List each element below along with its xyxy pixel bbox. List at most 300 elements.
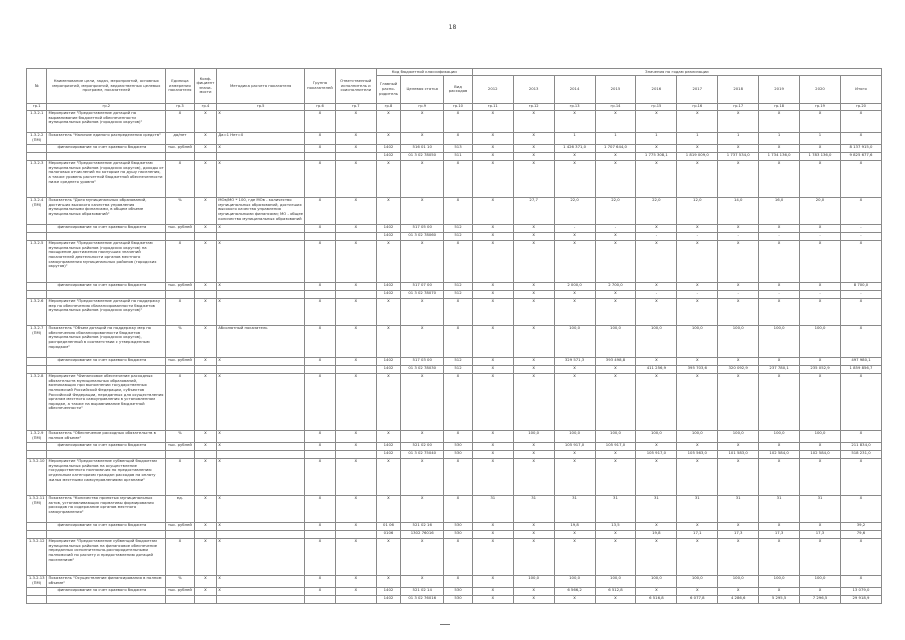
row-executor — [335, 232, 376, 240]
row-coef: X — [194, 197, 216, 224]
row-group: X — [305, 575, 336, 587]
row-name: финансирование за счет краевого бюджета — [47, 224, 166, 232]
row-cs-code: X — [401, 132, 444, 144]
column-number: гр.6 — [305, 103, 336, 110]
row-year-value: X — [677, 224, 718, 232]
row-year-value: X — [800, 144, 841, 152]
row-gr-code: 1402 — [376, 450, 401, 458]
row-gr-code: 1402 — [376, 365, 401, 373]
row-method: X — [217, 575, 305, 587]
row-year-value: 100,0 — [759, 575, 800, 587]
row-executor: X — [335, 575, 376, 587]
row-year-value: X — [554, 290, 595, 298]
row-cs-code: X — [401, 325, 444, 357]
row-vr-code: 530 — [444, 450, 473, 458]
row-total: 39,2 — [840, 522, 881, 530]
row-executor: X — [335, 458, 376, 495]
row-year-value: 102 584,0 — [800, 450, 841, 458]
row-year-value: X — [718, 522, 759, 530]
row-year-value: X — [800, 458, 841, 495]
row-coef — [194, 152, 216, 160]
row-year-value: 1 — [554, 132, 595, 144]
row-number: 1.3.2.10 — [27, 458, 47, 495]
row-executor: X — [335, 430, 376, 442]
header-group: Группа показателей — [305, 69, 336, 104]
row-name: Мероприятие "Финансовое обеспечение расходных обязательств муниципальных образований, возникающих при выполнении государственных полномочий Российской Федерации, субъектов Российской Федерации, переданных для осуществления органам местного самоуправления в установленном порядке, а также на выравнивание бюджетной обеспеченности" — [47, 373, 166, 430]
table-row — [27, 110, 882, 132]
column-number: гр.11 — [472, 103, 513, 110]
header-year: 2020 — [800, 75, 841, 103]
row-year-value: X — [759, 282, 800, 290]
row-executor — [335, 595, 376, 603]
row-method: X — [217, 522, 305, 530]
row-year-value: X — [636, 373, 677, 430]
row-unit: X — [166, 458, 195, 495]
row-year-value: X — [472, 110, 513, 132]
row-year-value: X — [677, 587, 718, 595]
column-number: гр.14 — [595, 103, 636, 110]
row-year-value: X — [554, 298, 595, 325]
row-year-value: 395 703,6 — [677, 365, 718, 373]
row-year-value: X — [677, 522, 718, 530]
row-year-value: X — [513, 132, 554, 144]
row-group — [305, 290, 336, 298]
row-gr-code: X — [376, 132, 401, 144]
row-year-value: X — [554, 458, 595, 495]
row-year-value: X — [759, 373, 800, 430]
row-name: Мероприятие "Предоставление дотаций на поддержку мер по обеспечению сбалансированности бюджетов муниципальных районов (городских округов)" — [47, 298, 166, 325]
row-executor: X — [335, 144, 376, 152]
table-row — [27, 495, 882, 522]
table-row — [27, 575, 882, 587]
row-method — [217, 232, 305, 240]
row-year-value: 100,0 — [554, 430, 595, 442]
row-name: Показатель "Количество принятых муниципальных актов, устанавливающих нормативы формирования расходов на содержание органов местного самоуправления" — [47, 495, 166, 522]
row-year-value: 31 — [800, 495, 841, 522]
row-gr-code: X — [376, 110, 401, 132]
row-method — [217, 530, 305, 538]
row-year-value: X — [513, 458, 554, 495]
row-group: X — [305, 282, 336, 290]
footer-mark — [440, 624, 450, 625]
row-executor: X — [335, 160, 376, 197]
row-unit: X — [166, 298, 195, 325]
row-year-value: - — [718, 232, 759, 240]
row-executor: X — [335, 298, 376, 325]
row-number — [27, 232, 47, 240]
row-method: X — [217, 110, 305, 132]
row-coef: X — [194, 298, 216, 325]
row-year-value: 100,0 — [595, 430, 636, 442]
row-unit: X — [166, 160, 195, 197]
row-year-value: X — [759, 144, 800, 152]
row-cs-code: X — [401, 298, 444, 325]
row-year-value: 22,0 — [595, 197, 636, 224]
row-year-value: - — [759, 290, 800, 298]
header-year: 2013 — [513, 75, 554, 103]
table-row — [27, 240, 882, 282]
row-group: X — [305, 587, 336, 595]
column-number: гр.13 — [554, 103, 595, 110]
row-year-value: X — [759, 224, 800, 232]
row-group — [305, 152, 336, 160]
row-group: X — [305, 110, 336, 132]
row-coef: X — [194, 325, 216, 357]
row-year-value: X — [636, 282, 677, 290]
row-year-value: 100,0 — [677, 325, 718, 357]
row-year-value: 17,3 — [759, 530, 800, 538]
row-vr-code: X — [444, 110, 473, 132]
row-vr-code: X — [444, 240, 473, 282]
row-coef — [194, 365, 216, 373]
row-coef: X — [194, 357, 216, 365]
row-name: Мероприятие "Предоставление дотаций бюджетам муниципальных районов (городских округов), доходы от налоговых отчислений по которым на душу населения, а также уровень расчетной бюджетной обеспеченности ниже среднего уровня" — [47, 160, 166, 197]
row-year-value: X — [718, 224, 759, 232]
row-year-value: X — [472, 530, 513, 538]
column-number: гр.10 — [444, 103, 473, 110]
row-year-value: X — [513, 144, 554, 152]
row-year-value: 100,0 — [759, 325, 800, 357]
row-unit — [166, 290, 195, 298]
row-year-value: X — [718, 110, 759, 132]
row-year-value: X — [800, 160, 841, 197]
row-vr-code: X — [444, 430, 473, 442]
row-year-value: 31 — [554, 495, 595, 522]
row-coef: X — [194, 110, 216, 132]
row-method — [217, 595, 305, 603]
row-number: 1.3.2.4 (ПМ) — [27, 197, 47, 224]
row-cs-code: 01 3 02 78050 — [401, 152, 444, 160]
row-gr-code: X — [376, 197, 401, 224]
row-year-value: X — [513, 365, 554, 373]
row-cs-code: 01 3 02 75040 — [401, 450, 444, 458]
row-unit — [166, 152, 195, 160]
row-cs-code: X — [401, 430, 444, 442]
row-year-value: 100,0 — [636, 430, 677, 442]
header-coef: Коэф-фициент значи-мости — [194, 69, 216, 104]
header-total: Итого — [840, 75, 881, 103]
row-name: финансирование за счет краевого бюджета — [47, 282, 166, 290]
row-year-value: X — [513, 224, 554, 232]
row-vr-code: 512 — [444, 290, 473, 298]
row-year-value: X — [636, 357, 677, 365]
row-year-value: X — [595, 538, 636, 575]
row-gr-code: 1402 — [376, 282, 401, 290]
row-year-value: 4 286,6 — [718, 595, 759, 603]
row-group: X — [305, 373, 336, 430]
row-year-value: X — [718, 160, 759, 197]
row-vr-code: X — [444, 132, 473, 144]
row-year-value: X — [677, 144, 718, 152]
row-gr-code: X — [376, 298, 401, 325]
header-year: 2016 — [636, 75, 677, 103]
row-year-value: 12,0 — [677, 197, 718, 224]
row-year-value: 31 — [636, 495, 677, 522]
row-year-value: 100,0 — [718, 575, 759, 587]
row-year-value: X — [513, 522, 554, 530]
row-year-value: - — [677, 232, 718, 240]
row-vr-code: 512 — [444, 224, 473, 232]
row-year-value: 100,0 — [554, 325, 595, 357]
row-vr-code: 511 — [444, 152, 473, 160]
row-year-value: X — [800, 240, 841, 282]
row-cs-code: 517 05 00 — [401, 224, 444, 232]
row-year-value: 6 516,8 — [636, 595, 677, 603]
column-number: гр.5 — [217, 103, 305, 110]
row-total: - — [840, 290, 881, 298]
row-year-value: - — [595, 224, 636, 232]
row-number: 1.3.2.5 — [27, 240, 47, 282]
row-name: Показатель "Наличие единого распределения средств" — [47, 132, 166, 144]
row-year-value: X — [472, 197, 513, 224]
header-vr: Вид расходов — [444, 75, 473, 103]
row-year-value: 19,8 — [636, 530, 677, 538]
column-number-row — [27, 103, 882, 110]
header-year: 2012 — [472, 75, 513, 103]
row-executor: X — [335, 325, 376, 357]
column-number: гр.18 — [759, 103, 800, 110]
row-gr-code: 1402 — [376, 442, 401, 450]
row-year-value: X — [513, 160, 554, 197]
row-total: 8 700,0 — [840, 282, 881, 290]
row-vr-code: 512 — [444, 357, 473, 365]
row-year-value: 320 092,9 — [718, 365, 759, 373]
row-year-value: 31 — [718, 495, 759, 522]
row-group: X — [305, 224, 336, 232]
row-number — [27, 530, 47, 538]
row-year-value: X — [472, 458, 513, 495]
row-gr-code: 1402 — [376, 290, 401, 298]
header-values-by-year: Значения по годам реализации — [472, 69, 881, 76]
row-year-value: 31 — [513, 495, 554, 522]
row-coef: X — [194, 538, 216, 575]
row-method: X — [217, 224, 305, 232]
row-year-value: X — [800, 224, 841, 232]
row-year-value: X — [472, 575, 513, 587]
row-year-value: - — [636, 232, 677, 240]
row-cs-code: X — [401, 575, 444, 587]
row-number — [27, 357, 47, 365]
column-number: гр.15 — [636, 103, 677, 110]
row-year-value: X — [472, 144, 513, 152]
row-coef — [194, 290, 216, 298]
row-year-value: X — [472, 160, 513, 197]
row-executor — [335, 530, 376, 538]
row-year-value: X — [513, 325, 554, 357]
row-year-value: 14,0 — [718, 197, 759, 224]
row-group: X — [305, 430, 336, 442]
row-executor: X — [335, 132, 376, 144]
row-name: Показатель "Осуществление финансирования в полном объеме" — [47, 575, 166, 587]
row-year-value: 100,0 — [554, 575, 595, 587]
row-cs-code: 01 3 02 78030 — [401, 365, 444, 373]
row-method: X — [217, 587, 305, 595]
row-year-value: X — [800, 538, 841, 575]
row-group — [305, 365, 336, 373]
row-total: 13 079,0 — [840, 587, 881, 595]
row-gr-code: X — [376, 373, 401, 430]
row-year-value: 20,0 — [800, 197, 841, 224]
row-group: X — [305, 325, 336, 357]
row-year-value: X — [636, 224, 677, 232]
row-year-value: X — [554, 373, 595, 430]
row-year-value: 1 — [800, 132, 841, 144]
row-cs-code: 01 3 02 78070 — [401, 290, 444, 298]
header-cs: Целевая статья — [401, 75, 444, 103]
row-unit: X — [166, 373, 195, 430]
row-year-value: X — [513, 152, 554, 160]
row-year-value: X — [636, 298, 677, 325]
header-year: 2015 — [595, 75, 636, 103]
row-executor: X — [335, 373, 376, 430]
row-method: X — [217, 538, 305, 575]
row-year-value: X — [595, 373, 636, 430]
row-year-value: 100,0 — [718, 430, 759, 442]
financing-row — [27, 365, 882, 373]
row-year-value: X — [759, 442, 800, 450]
row-year-value: X — [554, 530, 595, 538]
row-year-value: X — [472, 373, 513, 430]
row-unit: X — [166, 110, 195, 132]
row-cs-code: X — [401, 538, 444, 575]
row-number: 1.3.2.6 — [27, 298, 47, 325]
row-unit — [166, 365, 195, 373]
column-number: гр.12 — [513, 103, 554, 110]
row-total: X — [840, 430, 881, 442]
row-name — [47, 290, 166, 298]
row-year-value: 16,0 — [759, 197, 800, 224]
row-total: 497 980,1 — [840, 357, 881, 365]
row-year-value: - — [759, 232, 800, 240]
row-year-value: X — [800, 373, 841, 430]
row-year-value: 235 052,9 — [800, 365, 841, 373]
row-method: X — [217, 160, 305, 197]
row-year-value: 1 — [595, 132, 636, 144]
row-vr-code: 530 — [444, 522, 473, 530]
row-coef: X — [194, 224, 216, 232]
row-year-value: X — [677, 538, 718, 575]
row-year-value: X — [677, 357, 718, 365]
row-year-value: 2 700,0 — [595, 282, 636, 290]
row-vr-code: X — [444, 575, 473, 587]
row-year-value: X — [636, 522, 677, 530]
column-number: гр.16 — [677, 103, 718, 110]
row-year-value: X — [554, 538, 595, 575]
row-year-value: X — [472, 595, 513, 603]
row-method: X — [217, 495, 305, 522]
row-name — [47, 450, 166, 458]
row-vr-code: X — [444, 197, 473, 224]
row-coef — [194, 450, 216, 458]
row-year-value: X — [677, 458, 718, 495]
row-coef — [194, 595, 216, 603]
row-total: 79,6 — [840, 530, 881, 538]
row-year-value: 100,0 — [677, 575, 718, 587]
header-gr: Главный распо-рядитель — [376, 75, 401, 103]
row-year-value: X — [595, 160, 636, 197]
row-total: - — [840, 224, 881, 232]
row-year-value: 1 — [677, 132, 718, 144]
row-year-value: X — [759, 160, 800, 197]
row-coef: X — [194, 240, 216, 282]
row-total: 1 859 856,7 — [840, 365, 881, 373]
row-year-value: X — [759, 110, 800, 132]
row-year-value: 100,0 — [800, 325, 841, 357]
row-year-value: X — [513, 290, 554, 298]
row-total: X — [840, 132, 881, 144]
row-year-value: X — [513, 298, 554, 325]
column-number: гр.9 — [401, 103, 444, 110]
row-coef: X — [194, 442, 216, 450]
row-group: X — [305, 538, 336, 575]
row-year-value: X — [513, 538, 554, 575]
row-year-value: X — [636, 458, 677, 495]
row-year-value: 105 563,0 — [677, 450, 718, 458]
program-indicators-table — [26, 68, 882, 604]
row-unit: тыс. рублей — [166, 442, 195, 450]
row-year-value: X — [472, 430, 513, 442]
row-total: 518 231,0 — [840, 450, 881, 458]
table-row — [27, 373, 882, 430]
table-row — [27, 325, 882, 357]
row-number: 1.3.2.2 (ПМ) — [27, 132, 47, 144]
financing-row — [27, 282, 882, 290]
row-year-value: X — [718, 538, 759, 575]
row-executor: X — [335, 110, 376, 132]
row-vr-code: 530 — [444, 442, 473, 450]
table-row — [27, 430, 882, 442]
row-group: X — [305, 298, 336, 325]
column-number: гр.2 — [47, 103, 166, 110]
row-year-value: X — [718, 442, 759, 450]
row-group: X — [305, 160, 336, 197]
row-executor — [335, 152, 376, 160]
row-year-value: X — [513, 373, 554, 430]
row-year-value: X — [759, 587, 800, 595]
header-year: 2019 — [759, 75, 800, 103]
row-year-value: 1 707 644,0 — [595, 144, 636, 152]
row-year-value: 101 583,0 — [718, 450, 759, 458]
row-total: X — [840, 298, 881, 325]
row-executor — [335, 365, 376, 373]
row-unit: ед. — [166, 495, 195, 522]
row-year-value: X — [800, 298, 841, 325]
financing-row — [27, 587, 882, 595]
row-year-value: X — [513, 587, 554, 595]
row-year-value: X — [636, 160, 677, 197]
row-unit: тыс. рублей — [166, 144, 195, 152]
row-year-value: X — [800, 522, 841, 530]
row-year-value: X — [595, 365, 636, 373]
row-year-value: 1 819 009,0 — [677, 152, 718, 160]
row-year-value: X — [677, 282, 718, 290]
row-cs-code: 01 3 02 78060 — [401, 232, 444, 240]
row-year-value: 5 295,5 — [759, 595, 800, 603]
row-method: Да=1 Нет=0 — [217, 132, 305, 144]
row-total: 8 137 915,0 — [840, 144, 881, 152]
row-group — [305, 595, 336, 603]
row-year-value: X — [513, 240, 554, 282]
row-unit — [166, 232, 195, 240]
row-unit: тыс. рублей — [166, 587, 195, 595]
row-year-value: X — [472, 152, 513, 160]
row-total: X — [840, 495, 881, 522]
row-name: финансирование за счет краевого бюджета — [47, 587, 166, 595]
row-name: Показатель "Объем дотаций на поддержку мер по обеспечению сбалансированности бюджетов муниципальных районов (городских округов), распределенный в соответствии с утвержденным порядком" — [47, 325, 166, 357]
row-year-value: X — [513, 530, 554, 538]
row-group — [305, 232, 336, 240]
row-name: финансирование за счет краевого бюджета — [47, 522, 166, 530]
